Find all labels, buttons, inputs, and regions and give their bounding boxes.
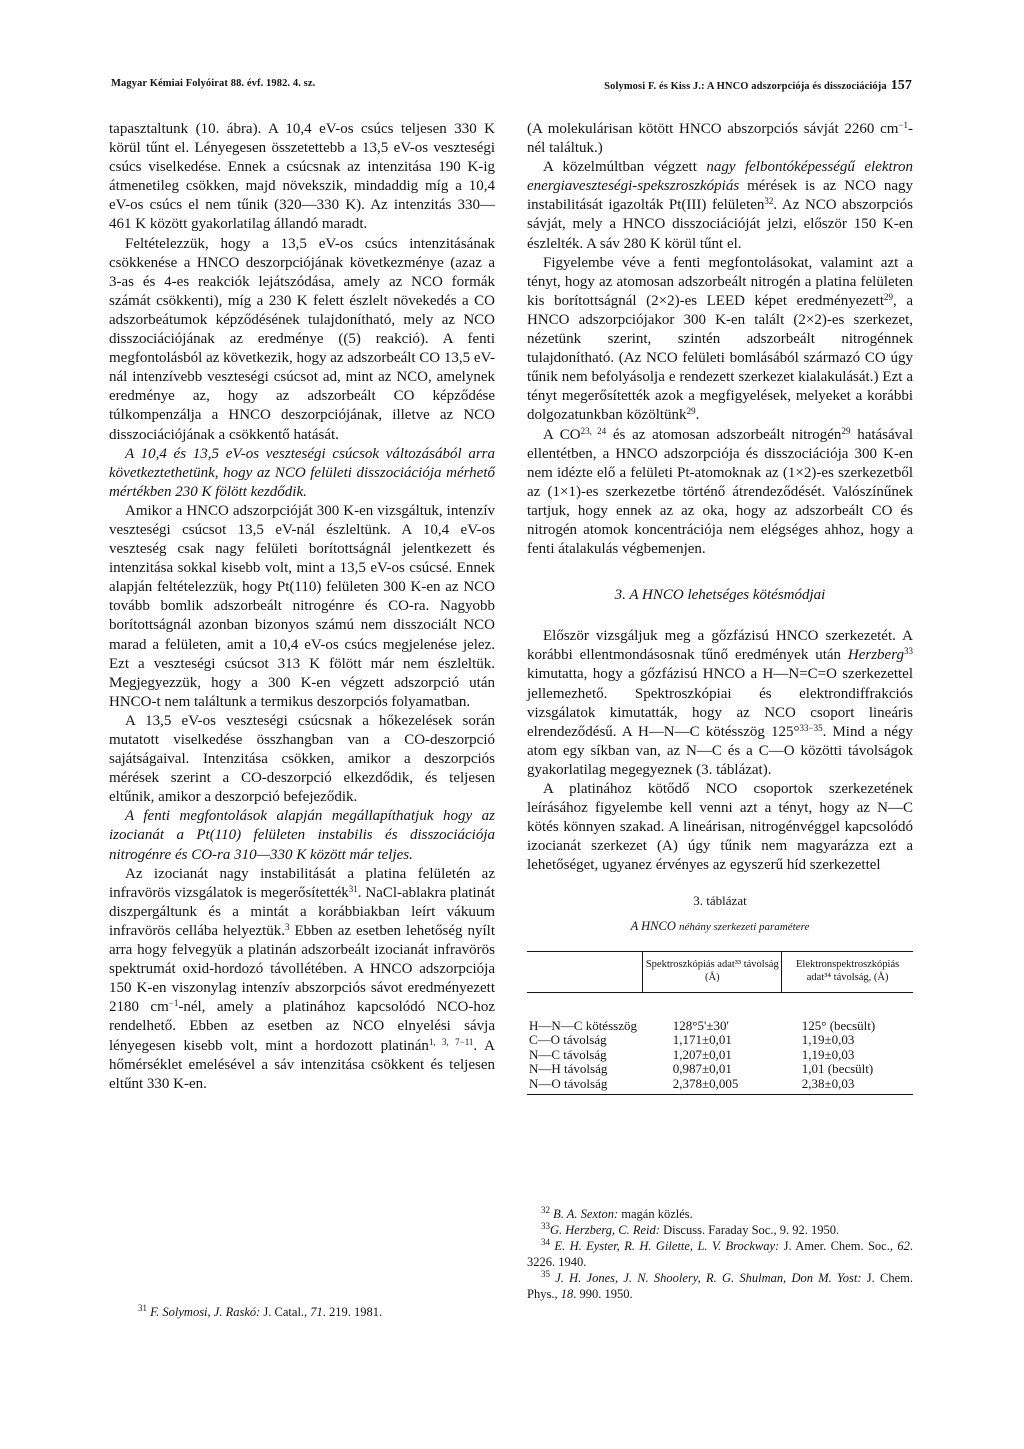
table-row: N—O távolság 2,378±0,005 2,38±0,03 — [527, 1077, 913, 1094]
table-header-cell: Spektroszkópiás adat³³ távolság (Å) — [643, 951, 782, 992]
footnote: $^{35}$ J. H. Jones, J. N. Shoolery, R. G. Shulman, Don M. Yost: J. Chem. Phys., 18. 990. 1950. — [527, 1269, 913, 1301]
paragraph: A platinához kötődő NCO csoportok szerkezetének leírásához figyelembe kell venni azt a tényt, hogy az N—C kötés könnyen szakad. A lineárisan, nitrogénvéggel kapcsolódó izocianát szerkezet (A) úgy tűnik nem magyarázza ezt a lehetőséget, ugyanez érvényes az egyszerű híd szerkezettel — [527, 781, 913, 874]
citation-ref: 33−35 — [799, 722, 823, 733]
table-row: N—H távolság 0,987±0,01 1,01 (becsült) — [529, 1061, 874, 1077]
footnotes-left — [138, 1304, 498, 1320]
page-number: 157 — [890, 78, 912, 93]
running-header-journal: Magyar Kémiai Folyóirat 88. évf. 1982. 4. sz. — [111, 78, 316, 89]
footnote: $^{31}$ F. Solymosi, J. Raskó: J. Catal., 71. 219. 1981. — [138, 1303, 383, 1319]
paragraph: tapasztaltunk (10. ábra). A 10,4 eV-os csúcs teljesen 330 K körül tűnt el. Lényegesen összetettebb a 13,5 eV-os veszteségi csúcs viselkedése. Ennek a csúcsnak az intenzitása 190 K-ig átmenetileg csökken, majd növekszik, mindaddig míg a 10,4 eV-os csúcs el nem tűnik (320—330 K). Az intenzitás 330—461 K között gyakorlatilag állandó maradt. — [109, 121, 495, 233]
superscript: −1 — [168, 998, 179, 1009]
citation-ref: 31 — [348, 883, 358, 894]
footnote: $^{33}$G. Herzberg, C. Reid: Discuss. Faraday Soc., 9. 92. 1950. — [541, 1221, 840, 1237]
paragraph: Először vizsgáljuk meg a gőzfázisú HNCO szerkezetét. A korábbi ellentmondásosnak tűnő eredmények után Herzberg$^{33}$ kimutatta, hogy a gőzfázisú HNCO a H—N=C=O szerkezettel jellemezhető. Spektroszkópiai és elektrondiffrakciós vizsgálatok kimutatták, hogy az NCO csoport lineáris elrendeződésű. A H—N—C kötésszög 125°$^{33-35}$. Mind a négy atom egy síkban van, az N—C és a C—O közötti távolságok gyakorlatilag megegyeznek (3. táblázat). — [527, 628, 913, 778]
running-header-article — [604, 78, 912, 94]
table-caption: 3. táblázat — [693, 893, 747, 909]
footnotes-right — [527, 1206, 913, 1302]
paragraph: A közelmúltban végzett nagy felbontóképességű elektron energiaveszteségi-spekszroszkópiás mérések is az NCO nagy instabilitását igazolták Pt(III) felületen$^{32}$. Az NCO abszorpciós sávját, mely a HNCO disszociációját jelzi, először 150 K-en észlelték. A sáv 280 K körül tűnt el. — [527, 159, 913, 252]
citation-ref: 32 — [764, 196, 774, 207]
parameters-table — [527, 951, 913, 1095]
section-heading: 3. A HNCO lehetséges kötésmódjai — [614, 587, 826, 604]
citation-ref: 1, 3, 7−11 — [428, 1036, 474, 1047]
superscript: −1 — [898, 120, 908, 130]
paragraph: (A molekulárisan kötött HNCO abszorpciós sávját 2260 $cm^{-1}$-nél találtuk.) — [527, 120, 913, 157]
paragraph: Figyelembe véve a fenti megfontolásokat, valamint azt a tényt, hogy az atomosan adszorbeált nitrogén a platina felületen kis borítottságnál (2×2)-es LEED képet eredményezett$^{29}$, a HNCO adszorpciójakor 300 K-en talált (2×2)-es szerkezet, nézetünk szerint, szintén adszorbeált nitrogénnek tulajdonítható. (Az NCO felületi bomlásából származó CO úgy tűnik nem befolyásolja e rendezett szerkezet kialakulását.) Ezt a tényt megerősítették azok a megfigyelések, melyeket a korábbi dolgozatunkban közöltünk$^{29}$. — [527, 254, 913, 424]
citation-ref: 33 — [904, 646, 913, 657]
table-row: N—C távolság 1,207±0,01 1,19±0,03 — [529, 1046, 855, 1062]
table-row: H—N—C kötésszög 128°5'±30' 125° (becsült) — [529, 1017, 876, 1033]
right-column — [527, 120, 913, 1095]
citation-ref: 29 — [686, 406, 696, 417]
citation-ref: 3 — [285, 921, 290, 932]
paragraph: A CO$^{23, 24}$ és az atomosan adszorbeált nitrogén$^{29}$ hatásával ellentétben, a HNCO adszorpciója és disszociációja 300 K-en nem idézte elő a felületi Pt-atomoknak az (1×2)-es szerkezetből az (1×1)-es szerkezetbe történő átrendeződését. Valószínűnek tartjuk, hogy ennek az az oka, hogy az adszorbeált CO és nitrogén atomok koncentrációja nem elégséges ahhoz, hogy a fenti átalakulás végbemenjen. — [527, 425, 913, 558]
paragraph: Az izocianát nagy instabilitását a platina felületén az infravörös vizsgálatok is megerősítették$^{31}$. NaCl-ablakra platinát diszpergáltunk és a mintát a korábbiakban leírt vákuum infravörös cellába helyeztük.$^3$ Ebben az esetben lehetőség nyílt arra hogy felvegyük a platinán adszorbeált izocianát infravörös spektrumát oxid-hordozó távollétében. A HNCO adszorpciója 150 K-en viszonylag intenzív abszorpciós sávot eredményezett 2180 $cm^{-1}$-nél, amely a platinához kapcsolódó NCO-hoz rendelhető. Ebben az esetben az NCO elnyelési sávja lényegesen kisebb volt, mint a hordozott platinán$^{1, 3, 7-11}$. A hőmérséklet emelésével a sáv intenzitása csökkent és teljesen eltűnt 330 K-en. — [109, 865, 496, 1092]
table-header-cell — [527, 951, 643, 992]
citation-ref: 29 — [884, 291, 894, 302]
emphasized-conclusion: A fenti megfontolások alapján megállapíthatjuk hogy az izocianát a Pt(110) felületen instabilis és disszociációja nitrogénre és CO-ra 310—330 K között már teljes. — [109, 808, 495, 863]
footnote: $^{32}$ B. A. Sexton: magán közlés. — [541, 1205, 693, 1221]
paragraph: Amikor a HNCO adszorpcióját 300 K-en vizsgáltuk, intenzív veszteségi csúcsot 13,5 eV-nál észleltünk. A 10,4 eV-os veszteség csak nagy felületi borítottságnál jelentkezett és intenzitása sokkal kisebb volt, mint a 13,5 eV-os csúcsé. Ennek alapján feltételezzük, hogy Pt(110) felületen 300 K-en az NCO tovább bomlik adszorbeált nitrogénre és CO-ra. Nagyobb borítottságnál azonban bizonyos számú nem disszociált NCO marad a felületen, amit a 10,4 eV-os csúcs megjelenése jelez. Ezt a veszteségi csúcsot 313 K fölött már nem észleltük. Megjegyezzük, hogy a 300 K-en végzett adszorpció után HNCO-t nem találtunk a termikus deszorpciós folyamatban. — [109, 502, 495, 710]
citation-ref: 29 — [841, 425, 851, 436]
emphasized-conclusion: A 10,4 és 13,5 eV-os veszteségi csúcsok változásából arra következtethetünk, hogy az NCO felületi disszociációja mérhető mértékben 230 K fölött kezdődik. — [109, 445, 495, 500]
table-row: C—O távolság 1,171±0,01 1,19±0,03 — [529, 1032, 855, 1048]
table-title: A HNCO néhány szerkezeti paramétere — [630, 918, 810, 933]
left-column — [109, 120, 495, 1094]
paragraph: A 13,5 eV-os veszteségi csúcsnak a hőkezelések során mutatott viselkedése összhangban van a CO-deszorpció sajátságaival. Intenzitása csökken, amikor a deszorpciós mérések szerint a CO-deszorpció elkezdődik, és teljesen eltűnik, amikor a deszorpció befejeződik. — [109, 712, 495, 806]
citation-ref: 23, 24 — [580, 425, 607, 436]
table-header-cell: Elektronspektroszkópiás adat³⁴ távolság, (Å) — [782, 951, 913, 992]
running-header-title: Solymosi F. és Kiss J.: A HNCO adszorpciója és disszociációja — [604, 81, 887, 92]
paragraph: Feltételezzük, hogy a 13,5 eV-os csúcs intenzitásának csökkenése a HNCO deszorpciójának következménye (azaz a 3-as és 4-es reakciók lejátszódása, amely az NCO formák számát csökkenti), míg a 230 K felett észlelt növekedés a CO adszorbeátumok képződésének tulajdonítható, mely az NCO disszociációjának az eredménye ((5) reakció). A fenti megfontolásból az következik, hogy az adszorbeált CO 13,5 eV-nál intenzívebb veszteségi csúcsot ad, mint az NCO, amelynek eredménye az, hogy az adszorbeált CO képződése túlkompenzálja a HNCO deszorpciójának, illetve az NCO disszociációjának a csökkentő hatását. — [109, 235, 496, 443]
footnote: $^{34}$ E. H. Eyster, R. H. Gilette, L. V. Brockway: J. Amer. Chem. Soc., 62. 3226. 1940. — [527, 1237, 914, 1269]
